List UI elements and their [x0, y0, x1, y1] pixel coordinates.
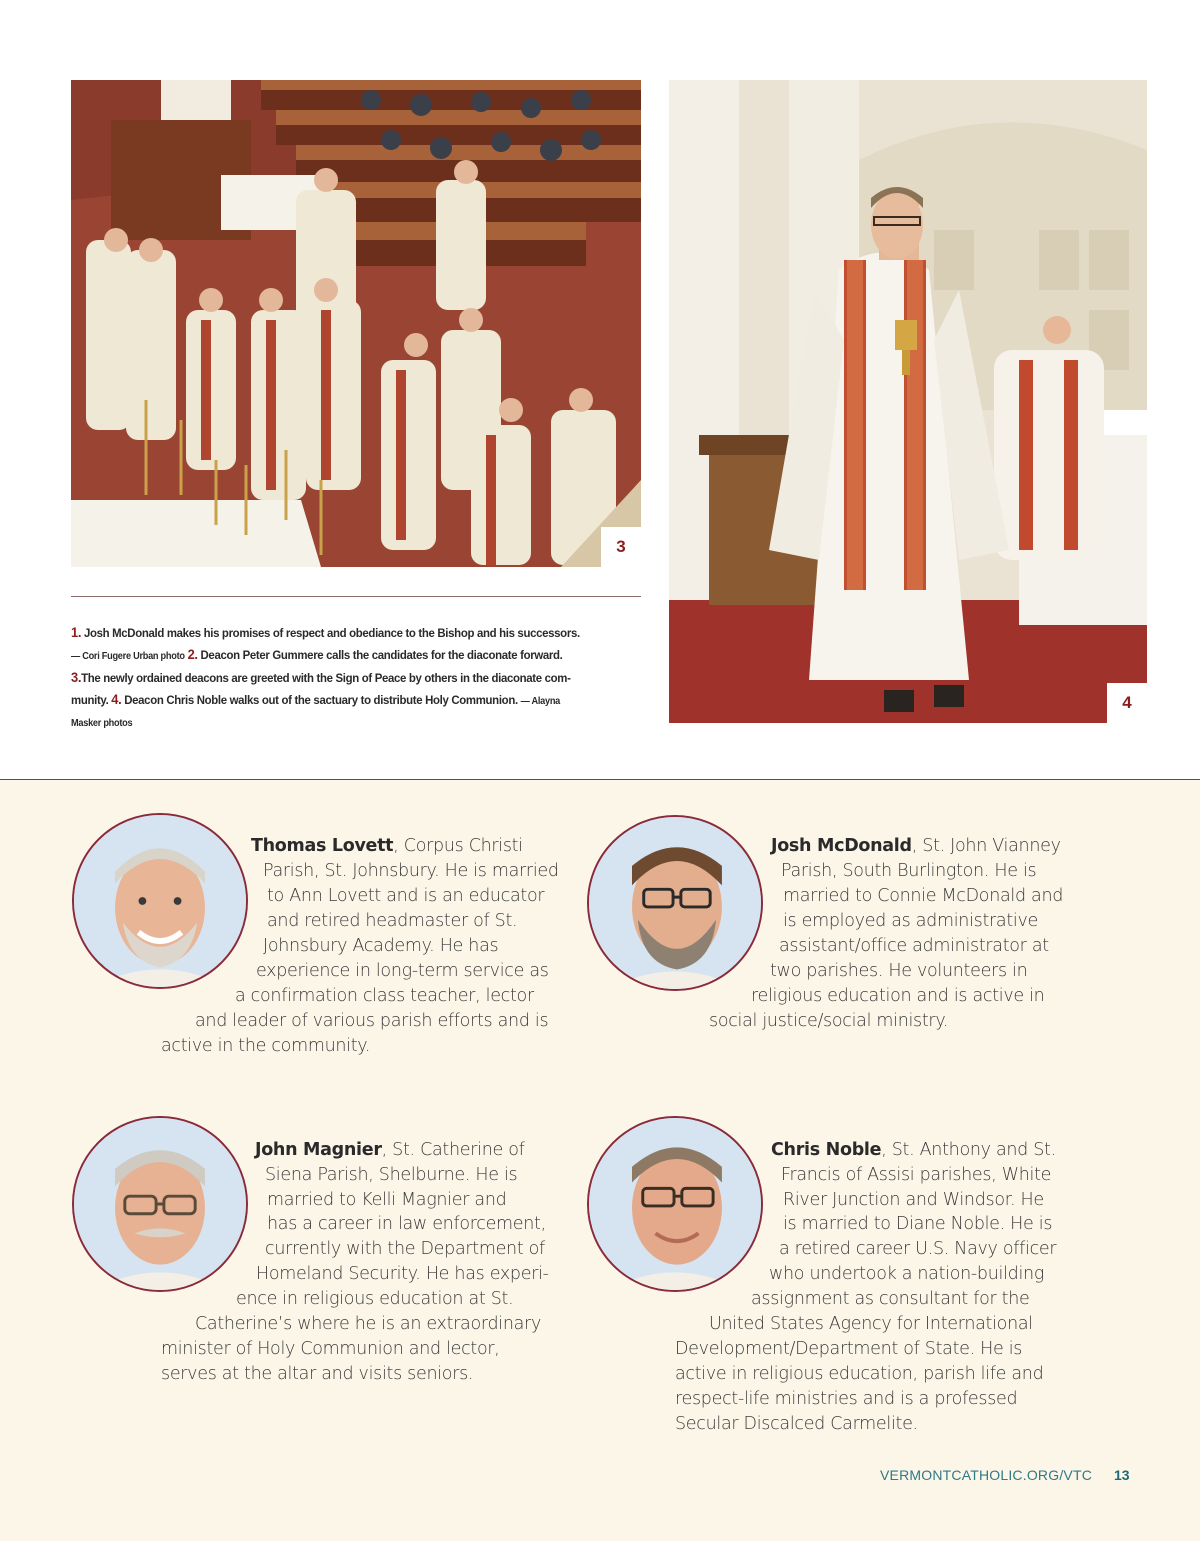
portrait-john-magnier-image: [74, 1118, 246, 1290]
bio-thomas-lovett-line-1: , Corpus Christi: [393, 836, 523, 856]
photo-number-3: 3: [601, 527, 641, 567]
caption-credit-4b: Masker photos: [71, 718, 133, 729]
bio-thomas-lovett-line-8: and leader of various parish efforts and is: [195, 1011, 549, 1031]
bio-john-magnier-line-4: has a career in law enforcement,: [267, 1214, 546, 1234]
bio-josh-mcdonald-line-8: social justice/social ministry.: [709, 1011, 949, 1031]
photo-deacon-communion-image: [669, 80, 1147, 723]
portrait-josh-mcdonald-image: [589, 817, 761, 989]
bio-chris-noble-line-1: , St. Anthony and St.: [881, 1140, 1056, 1160]
bio-john-magnier-line-8: Catherine’s where he is an extraordinary: [195, 1314, 541, 1334]
portrait-chris-noble: [587, 1116, 763, 1292]
bio-thomas-lovett-line-3: to Ann Lovett and is an educator: [267, 886, 545, 906]
photo-sign-of-peace: [71, 80, 641, 567]
bio-chris-noble-line-10: active in religious education, parish life and: [675, 1364, 1044, 1384]
bio-john-magnier-line-9: minister of Holy Communion and lector,: [161, 1339, 500, 1359]
bio-john-magnier-line-10: serves at the altar and visits seniors.: [161, 1364, 474, 1384]
bio-chris-noble-line-9: Development/Department of State. He is: [675, 1339, 1023, 1359]
caption-credit-1: — Cori Fugere Urban photo: [71, 650, 185, 662]
photo-number-4: 4: [1107, 683, 1147, 723]
photo-sign-of-peace-image: [71, 80, 641, 567]
bio-john-magnier-line-1: , St. Catherine of: [381, 1140, 525, 1160]
caption-number-2: 2.: [187, 645, 198, 662]
photo-deacon-communion: [669, 80, 1147, 723]
caption-text-1: Josh McDonald makes his promises of respect and obediance to the Bishop and his successors.: [83, 626, 580, 640]
bio-chris-noble-name: Chris Noble: [771, 1140, 882, 1160]
bio-josh-mcdonald-line-5: assistant/office administrator at: [779, 936, 1049, 956]
portrait-thomas-lovett: [72, 813, 248, 989]
bio-chris-noble-line-2: Francis of Assisi parishes, White: [781, 1165, 1052, 1185]
photo-caption: [71, 622, 643, 735]
bio-chris-noble-line-12: Secular Discalced Carmelite.: [675, 1414, 918, 1434]
caption-divider: [71, 596, 641, 597]
bio-thomas-lovett-line-2: Parish, St. Johnsbury. He is married: [263, 861, 559, 881]
bio-josh-mcdonald-line-7: religious education and is active in: [751, 986, 1045, 1006]
bio-chris-noble-line-7: assignment as consultant for the: [751, 1289, 1030, 1309]
bio-josh-mcdonald-name: Josh McDonald: [771, 836, 912, 856]
bio-john-magnier-name: John Magnier: [255, 1140, 382, 1160]
bio-thomas-lovett-line-7: a confirmation class teacher, lector: [235, 986, 534, 1006]
bio-thomas-lovett-line-6: experience in long-term service as: [256, 961, 549, 981]
footer-url: VERMONTCATHOLIC.ORG/VTC: [880, 1467, 1093, 1483]
bio-thomas-lovett-line-5: Johnsbury Academy. He has: [263, 936, 499, 956]
caption-number-4: 4.: [111, 690, 122, 707]
bio-chris-noble-line-11: respect-life ministries and is a professed: [675, 1389, 1018, 1409]
bio-chris-noble-line-8: United States Agency for International: [709, 1314, 1033, 1334]
bio-chris-noble-line-4: is married to Diane Noble. He is: [783, 1214, 1053, 1234]
bio-chris-noble-line-5: a retired career U.S. Navy officer: [779, 1239, 1057, 1259]
bio-chris-noble-line-6: who undertook a nation-building: [769, 1264, 1045, 1284]
bio-thomas-lovett-name: Thomas Lovett: [251, 836, 394, 856]
portrait-chris-noble-image: [589, 1118, 761, 1290]
bio-john-magnier-line-5: currently with the Department of: [265, 1239, 545, 1259]
caption-credit-4a: — Alayna: [520, 695, 561, 707]
bio-john-magnier-line-3: married to Kelli Magnier and: [267, 1190, 507, 1210]
bio-thomas-lovett-line-4: and retired headmaster of St.: [267, 911, 518, 931]
portrait-josh-mcdonald: [587, 815, 763, 991]
caption-number-1: 1.: [71, 624, 82, 640]
caption-text-4: Deacon Chris Noble walks out of the sactuary to distribute Holy Communion.: [124, 692, 518, 707]
bio-john-magnier-line-6: Homeland Security. He has experi-: [256, 1264, 549, 1284]
caption-text-3b: munity.: [71, 692, 109, 707]
bio-chris-noble-line-3: River Junction and Windsor. He: [783, 1190, 1044, 1210]
bio-john-magnier-line-7: ence in religious education at St.: [236, 1289, 514, 1309]
bio-josh-mcdonald-line-1: , St. John Vianney: [911, 836, 1061, 856]
caption-text-3a: The newly ordained deacons are greeted with the Sign of Peace by others in the diaconate com-: [81, 671, 571, 685]
bio-josh-mcdonald-line-2: Parish, South Burlington. He is: [781, 861, 1037, 881]
page-number: 13: [1114, 1467, 1130, 1483]
bio-john-magnier-line-2: Siena Parish, Shelburne. He is: [265, 1165, 518, 1185]
caption-text-2: Deacon Peter Gummere calls the candidates for the diaconate forward.: [200, 647, 563, 662]
bio-thomas-lovett-line-9: active in the community.: [161, 1036, 371, 1056]
bio-josh-mcdonald-line-4: is employed as administrative: [783, 911, 1038, 931]
portrait-john-magnier: [72, 1116, 248, 1292]
bio-josh-mcdonald-line-3: married to Connie McDonald and: [783, 886, 1064, 906]
bio-josh-mcdonald-line-6: two parishes. He volunteers in: [770, 961, 1028, 981]
caption-number-3: 3.: [71, 669, 82, 685]
portrait-thomas-lovett-image: [74, 815, 246, 987]
